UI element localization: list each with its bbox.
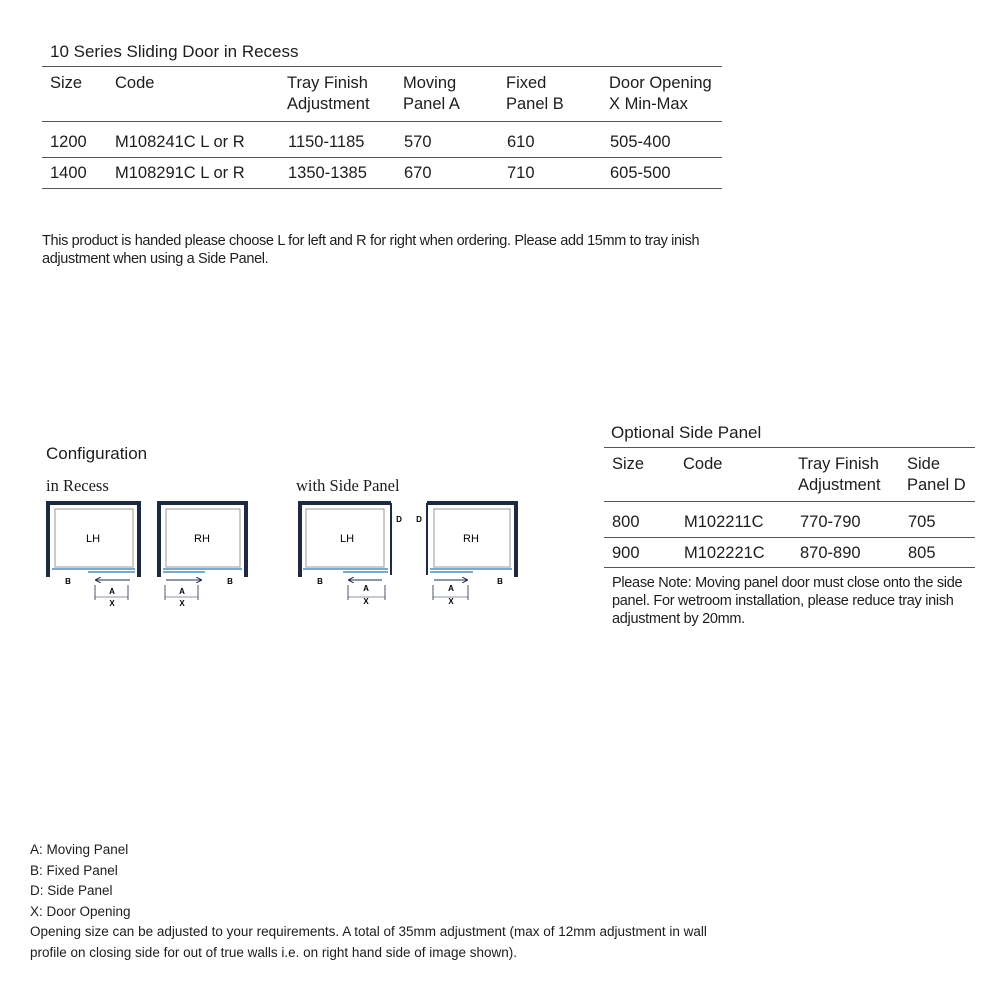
diagram-lh-recess: [48, 503, 139, 608]
cell-moving-panel: 670: [404, 164, 432, 182]
cell-side-panel: 705: [908, 513, 936, 531]
diagram-label-x: X: [109, 599, 115, 608]
diagram-label-x: X: [179, 599, 185, 608]
side-header-size: Size: [612, 455, 645, 473]
in-recess-label: in Recess: [46, 476, 109, 495]
table-rule-top: [42, 66, 722, 67]
header-tray-finish: Tray Finish Adjustment: [287, 74, 370, 113]
cell-code: M102221C: [684, 544, 765, 562]
cell-moving-panel: 570: [404, 133, 432, 151]
diagram-label-d: D: [416, 515, 422, 524]
side-rule-top: [604, 447, 975, 448]
cell-door-opening: 605-500: [610, 164, 671, 182]
cell-tray-finish: 1150-1185: [288, 133, 365, 151]
diagram-label-lh: LH: [339, 533, 355, 545]
diagram-lh-side-panel: [300, 503, 402, 606]
side-panel-title: Optional Side Panel: [611, 423, 762, 442]
handed-note: This product is handed please choose L for left and R for right when ordering. Please add 15mm to tray inish adjustment when using a Side Panel.: [42, 233, 700, 267]
header-moving-panel: Moving Panel A: [403, 74, 460, 113]
cell-code: M108241C L or R: [115, 133, 245, 151]
main-table-title: 10 Series Sliding Door in Recess: [50, 42, 299, 61]
cell-code: M102211C: [684, 513, 764, 531]
diagram-label-lh: LH: [85, 533, 101, 545]
legend-item: X: Door Opening: [30, 903, 131, 919]
diagram-label-b: B: [227, 577, 233, 586]
legend-footnote: profile on closing side for out of true walls i.e. on right hand side of image shown).: [30, 944, 518, 960]
cell-size: 800: [612, 513, 640, 531]
legend-item: B: Fixed Panel: [30, 862, 118, 878]
cell-tray-finish: 870-890: [800, 544, 861, 562]
legend: [30, 840, 790, 963]
cell-size: 1400: [50, 164, 87, 182]
table-rule-row: [42, 157, 722, 158]
side-rule-header: [604, 501, 975, 502]
cell-fixed-panel: 710: [507, 164, 535, 182]
side-rule-bottom: [604, 567, 975, 568]
diagram-label-b: B: [497, 577, 503, 586]
side-rule-row: [604, 537, 975, 538]
cell-size: 1200: [50, 133, 87, 151]
diagram-rh-side-panel: [416, 503, 516, 606]
cell-size: 900: [612, 544, 640, 562]
diagram-label-a: A: [363, 584, 369, 593]
configuration-title: Configuration: [46, 444, 148, 463]
with-side-panel-label: with Side Panel: [296, 476, 400, 495]
side-header-code: Code: [683, 455, 723, 473]
diagram-label-b: B: [317, 577, 323, 586]
diagram-label-a: A: [179, 587, 185, 596]
side-panel-note: Please Note: Moving panel door must close onto the side panel. For wetroom installation, please reduce tray inish adjustment by 20mm.: [612, 575, 963, 627]
legend-item: D: Side Panel: [30, 883, 113, 898]
cell-door-opening: 505-400: [610, 133, 671, 151]
header-code: Code: [115, 74, 155, 92]
legend-footnote: Opening size can be adjusted to your requirements. A total of 35mm adjustment (max of 12mm adjustment in wall: [30, 924, 707, 939]
legend-item: A: Moving Panel: [30, 842, 129, 857]
cell-side-panel: 805: [908, 544, 936, 562]
diagram-label-x: X: [363, 597, 369, 606]
diagram-label-rh: RH: [463, 533, 479, 545]
header-fixed-panel: Fixed Panel B: [506, 74, 564, 113]
header-door-opening: Door Opening X Min-Max: [609, 74, 712, 113]
diagram-label-b: B: [65, 577, 71, 586]
diagram-label-x: X: [448, 597, 454, 606]
diagram-rh-recess: [159, 503, 246, 608]
diagram-label-rh: RH: [194, 533, 210, 545]
table-rule-bottom: [42, 188, 722, 189]
side-header-tray-finish: Tray Finish Adjustment: [798, 455, 881, 494]
table-rule-header: [42, 121, 722, 122]
cell-fixed-panel: 610: [507, 133, 535, 151]
side-header-side-panel: Side Panel D: [907, 455, 966, 494]
cell-code: M108291C L or R: [115, 164, 245, 182]
configuration-diagrams: [40, 495, 530, 610]
diagram-label-a: A: [448, 584, 454, 593]
header-size: Size: [50, 74, 83, 92]
diagram-label-a: A: [109, 587, 115, 596]
diagram-label-d: D: [396, 515, 402, 524]
cell-tray-finish: 770-790: [800, 513, 861, 531]
cell-tray-finish: 1350-1385: [288, 164, 367, 182]
